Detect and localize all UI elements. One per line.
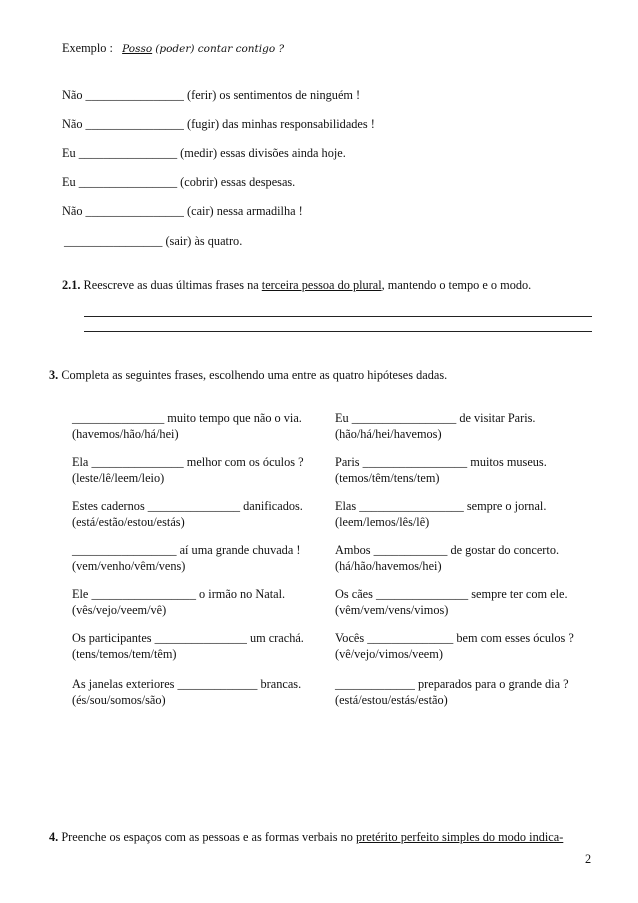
example-rest: (poder) contar contigo ? [155, 43, 285, 55]
sentence: Os cães _______________ sempre ter com ele. [335, 587, 568, 601]
sentence: Eu _________________ de visitar Paris. [335, 411, 536, 425]
sentence: Vocês ______________ bem com esses óculos ? [335, 631, 574, 645]
ex3-number: 3. [49, 368, 59, 382]
ex4-text-before: Preenche os espaços com as pessoas e as formas verbais no [61, 830, 357, 844]
sentence: Ele _________________ o irmão no Natal. [72, 587, 286, 601]
options: (vêm/vem/vens/vimos) [335, 603, 449, 617]
options: (tens/temos/tem/têm) [72, 647, 177, 661]
ex3-right-item-3 [335, 498, 546, 530]
ex4-number: 4. [49, 830, 59, 844]
answer-line-1[interactable] [84, 316, 592, 317]
options: (vê/vejo/vimos/veem) [335, 647, 443, 661]
sentence: _________________ aí uma grande chuvada ! [72, 543, 301, 557]
ex3-heading [49, 367, 447, 383]
ex1-item-3: Eu ________________ (medir) essas divisões ainda hoje. [62, 146, 346, 160]
sentence: Os participantes _______________ um crachá. [72, 631, 304, 645]
sentence: Paris _________________ muitos museus. [335, 455, 547, 469]
ex1-item-1: Não ________________ (ferir) os sentimentos de ninguém ! [62, 88, 361, 102]
ex2-1-heading [62, 277, 531, 293]
ex1-item-4: Eu ________________ (cobrir) essas despesas. [62, 175, 296, 189]
ex2-1-number: 2.1. [62, 278, 81, 292]
ex1-item-5: Não ________________ (cair) nessa armadilha ! [62, 204, 303, 218]
sentence: _______________ muito tempo que não o via. [72, 411, 302, 425]
ex4-heading [49, 829, 563, 845]
ex3-left-item-6 [72, 630, 304, 662]
options: (havemos/hão/há/hei) [72, 427, 179, 441]
sentence: Ela _______________ melhor com os óculos ? [72, 455, 304, 469]
sentence: Elas _________________ sempre o jornal. [335, 499, 547, 513]
ex2-1-text-before: Reescreve as duas últimas frases na [83, 278, 262, 292]
ex3-left-item-2 [72, 454, 304, 486]
options: (vês/vejo/veem/vê) [72, 603, 167, 617]
options: (está/estou/estás/estão) [335, 693, 448, 707]
sentence: _____________ preparados para o grande dia ? [335, 677, 569, 691]
example-answer: Posso [122, 43, 153, 55]
options: (está/estão/estou/estás) [72, 515, 185, 529]
ex3-instruction: Completa as seguintes frases, escolhendo uma entre as quatro hipóteses dadas. [61, 368, 448, 382]
options: (há/hão/havemos/hei) [335, 559, 442, 573]
example-label: Exemplo : [62, 41, 113, 55]
ex2-1-underlined: terceira pessoa do plural [261, 278, 382, 292]
options: (leem/lemos/lês/lê) [335, 515, 430, 529]
sentence: Estes cadernos _______________ danificados. [72, 499, 303, 513]
options: (vem/venho/vêm/vens) [72, 559, 186, 573]
options: (leste/lê/leem/leio) [72, 471, 165, 485]
ex1-item-6: ________________ (sair) às quatro. [64, 234, 243, 248]
ex3-right-item-1 [335, 410, 536, 442]
options: (temos/têm/tens/tem) [335, 471, 440, 485]
options: (hão/há/hei/havemos) [335, 427, 442, 441]
sentence: Ambos ____________ de gostar do concerto. [335, 543, 560, 557]
sentence: As janelas exteriores _____________ brancas. [72, 677, 302, 691]
ex3-right-item-5 [335, 586, 568, 618]
ex3-right-item-6 [335, 630, 574, 662]
ex3-left-item-5 [72, 586, 285, 618]
options: (és/sou/somos/são) [72, 693, 166, 707]
ex3-right-item-4 [335, 542, 559, 574]
ex3-left-item-3 [72, 498, 303, 530]
page-number: 2 [585, 852, 592, 866]
ex2-1-text-after: , mantendo o tempo e o modo. [381, 278, 532, 292]
ex3-right-item-7 [335, 676, 569, 708]
ex1-item-2: Não ________________ (fugir) das minhas responsabilidades ! [62, 117, 375, 131]
ex3-left-item-4 [72, 542, 300, 574]
example-line [62, 40, 284, 57]
ex3-right-item-2 [335, 454, 547, 486]
ex4-underlined: pretérito perfeito simples do modo indica- [356, 830, 564, 844]
ex3-left-item-1 [72, 410, 302, 442]
ex3-left-item-7 [72, 676, 301, 708]
answer-line-2[interactable] [84, 331, 592, 332]
